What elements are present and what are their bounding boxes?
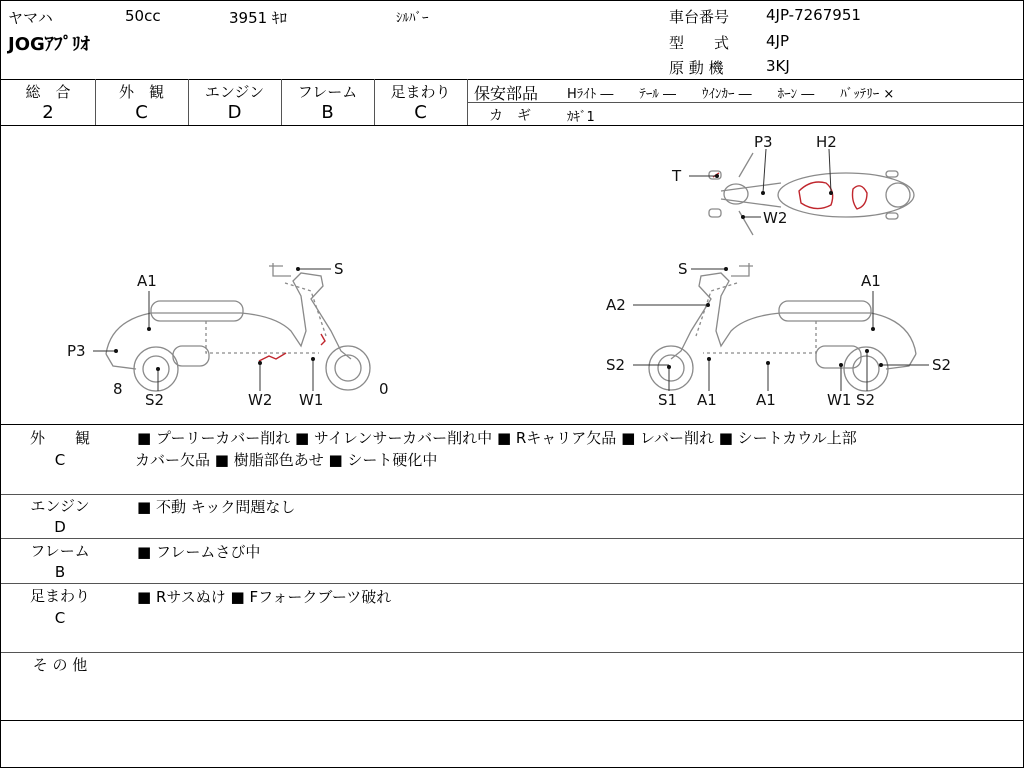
section-grade-frame: B (54, 563, 66, 581)
label-right-a1-low: A1 (697, 391, 717, 409)
label-left-w2: W2 (248, 391, 273, 409)
color: ｼﾙﾊﾞｰ (396, 11, 429, 26)
safety-label: 保安部品 (474, 84, 539, 103)
key-value: ｶｷﾞ1 (567, 110, 595, 125)
grade-value-exterior: C (135, 102, 148, 123)
section-title-frame: フレーム (30, 542, 90, 560)
damage-mark (853, 186, 868, 209)
damage-marks (259, 173, 867, 361)
divider (1, 583, 1023, 584)
section-title-other: そ の 他 (32, 656, 88, 674)
label-left-s2: S2 (145, 391, 165, 409)
label-right-s2-rear: S2 (932, 356, 952, 374)
label-top-p3: P3 (754, 133, 773, 151)
leader-lines (93, 149, 929, 391)
key-label: カ ギ (489, 108, 531, 124)
label-left-s: S (334, 260, 344, 278)
label-left-0: 0 (379, 380, 389, 398)
grade-label-frame: フレーム (297, 83, 358, 101)
divider (1, 652, 1023, 653)
scooter-top-view (709, 153, 914, 235)
label-top-t: T (672, 167, 682, 185)
frame-no: 4JP-7267951 (766, 6, 861, 24)
section-title-suspension: 足まわり (29, 587, 90, 605)
divider (1, 424, 1023, 425)
damage-mark (259, 353, 286, 361)
type-label: 型 式 (669, 34, 730, 52)
label-left-8: 8 (113, 380, 123, 398)
label-left-w1: W1 (299, 391, 324, 409)
section-grade-suspension: C (54, 609, 66, 627)
divider (468, 102, 1023, 103)
section-note-frame: ■ フレームさび中 (137, 543, 261, 561)
section-note-exterior-2: カバー欠品 ■ 樹脂部色あせ ■ シート硬化中 (135, 451, 438, 469)
damage-mark (321, 334, 325, 345)
label-left-a1: A1 (137, 272, 157, 290)
section-note-exterior-1: ■ プーリーカバー削れ ■ サイレンサーカバー削れ中 ■ Rキャリア欠品 ■ レバー削れ ■ シートカウル上部 (137, 429, 857, 447)
section-note-engine: ■ 不動 キック問題なし (137, 498, 296, 516)
type-value: 4JP (766, 32, 790, 50)
grade-value-engine: D (227, 102, 242, 123)
model-name: JOGｱﾌﾟﾘｵ (8, 34, 90, 55)
grade-label-suspension: 足まわり (390, 83, 451, 101)
frame-no-label: 車台番号 (669, 8, 730, 26)
divider (1, 720, 1023, 721)
divider (467, 79, 468, 125)
section-note-suspension: ■ Rサスぬけ ■ Fフォークブーツ破れ (137, 588, 392, 606)
grade-value-frame: B (321, 102, 334, 123)
grade-label-engine: エンジン (204, 83, 265, 101)
label-top-h2: H2 (816, 133, 837, 151)
divider (1, 494, 1023, 495)
divider (1, 538, 1023, 539)
divider (1, 79, 1023, 80)
label-right-a1: A1 (861, 272, 881, 290)
leader-dots (114, 174, 883, 371)
label-left-p3: P3 (67, 342, 86, 360)
displacement: 50cc (125, 7, 161, 25)
label-right-s2-front: S2 (606, 356, 626, 374)
damage-mark (799, 182, 833, 209)
label-right-w1: W1 (827, 391, 852, 409)
label-right-a2: A2 (606, 296, 626, 314)
damage-diagram (1, 126, 1023, 424)
section-grade-exterior: C (54, 451, 66, 469)
grade-value-suspension: C (414, 102, 427, 123)
section-title-engine: エンジン (30, 497, 90, 515)
label-top-w2: W2 (763, 209, 788, 227)
mileage: 3951 ｷﾛ (229, 9, 287, 27)
section-title-exterior: 外 観 (29, 429, 90, 447)
engine-value: 3KJ (766, 57, 790, 75)
grade-label-exterior: 外 観 (118, 83, 164, 101)
label-right-s2-low: S2 (856, 391, 876, 409)
maker: ヤマハ (8, 9, 53, 27)
label-right-s1: S1 (658, 391, 678, 409)
engine-label: 原 動 機 (669, 59, 724, 77)
safety-items: Hﾗｲﾄ ― ﾃｰﾙ ― ｳｲﾝｶｰ ― ﾎｰﾝ ― ﾊﾞｯﾃﾘｰ × (567, 87, 895, 102)
label-right-s: S (678, 260, 688, 278)
label-right-a1-mid: A1 (756, 391, 776, 409)
grade-label-overall: 総 合 (25, 83, 71, 101)
section-grade-engine: D (54, 518, 66, 536)
grade-value-overall: 2 (42, 102, 54, 123)
